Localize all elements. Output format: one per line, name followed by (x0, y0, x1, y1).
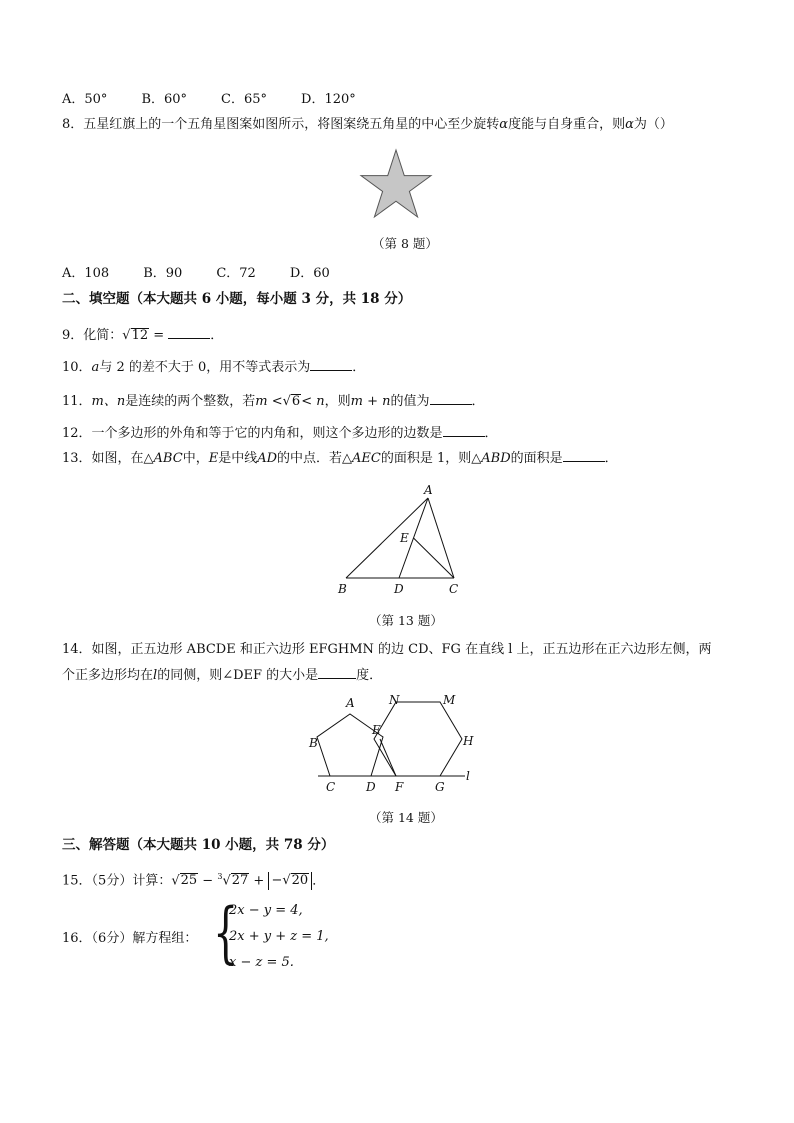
label-f: F (395, 780, 404, 794)
q12-answer-blank[interactable] (443, 424, 485, 437)
q8-option-c: C．72 (216, 266, 256, 281)
q14-answer-blank[interactable] (318, 666, 356, 679)
q13-answer-blank[interactable] (563, 449, 605, 462)
cube-root-sign: √ (222, 873, 231, 889)
q7-option-b: B．60° (141, 92, 188, 107)
q8-option-d: D．60 (289, 266, 330, 281)
sqrt-sign: √ (282, 394, 291, 409)
q9: 9．化简：√12 = ． (62, 328, 224, 343)
q11-answer-blank[interactable] (430, 392, 472, 405)
equation-1: 2x − y = 4, (229, 903, 303, 918)
label-g: G (435, 780, 445, 794)
label-e: E (400, 531, 409, 545)
label-b: B (309, 736, 318, 750)
segment-ef (380, 739, 396, 776)
label-d: D (366, 780, 376, 794)
segment-ac (428, 498, 454, 578)
label-h: H (463, 734, 474, 748)
q7-option-d: D．120° (301, 92, 356, 107)
q13-caption: （第 13 题） (369, 613, 443, 628)
star-shape (361, 150, 431, 217)
q14-line-1: 14．如图，正五边形 ABCDE 和正六边形 EFGHMN 的边 CD、FG 在直线 l 上，正五边形在正六边形左侧，两 (62, 642, 712, 657)
q14-line-2: 个正多边形均在l的同侧，则∠DEF 的大小是 度． (62, 668, 383, 683)
label-a: A (424, 483, 433, 497)
label-c: C (326, 780, 336, 794)
q7-options (62, 91, 390, 109)
left-brace: { (213, 894, 239, 971)
label-n: N (389, 693, 400, 707)
label-c: C (449, 582, 459, 596)
q8-options (62, 265, 364, 283)
label-a: A (346, 696, 355, 710)
segment-ab (346, 498, 428, 578)
q12: 12．一个多边形的外角和等于它的内角和，则这个多边形的边数是 ． (62, 426, 498, 441)
q8-option-a: A．108 (62, 266, 110, 281)
equation-3: x − z = 5. (229, 955, 294, 970)
label-b: B (338, 582, 347, 596)
section-2-heading: 二、填空题（本大题共 6 小题，每小题 3 分，共 18 分） (62, 291, 412, 307)
q8-option-b: B．90 (143, 266, 183, 281)
q8-stem: 8．五星红旗上的一个五角星图案如图所示，将图案绕五角星的中心至少旋转α度能与自身重合，则α为（） (62, 117, 673, 132)
q14-polygons-figure (300, 690, 490, 800)
q11: 11．m、n是连续的两个整数，若m <√6< n，则m + n的值为 ． (62, 394, 485, 409)
q7-option-a: A．50° (62, 92, 108, 107)
q10: 10．a与 2 的差不大于 0，用不等式表示为 ． (62, 360, 366, 375)
q10-answer-blank[interactable] (310, 358, 352, 371)
q13-triangle-figure (330, 480, 470, 600)
sqrt-sign: √ (171, 873, 180, 889)
label-l: l (466, 769, 470, 783)
q14-caption: （第 14 题） (369, 810, 443, 825)
equation-2: 2x + y + z = 1, (229, 929, 329, 944)
label-m: M (443, 693, 456, 707)
q9-answer-blank[interactable] (168, 326, 210, 339)
q15: 15．（5分）计算：√25 − $^3$√27 + −√20 ． (62, 872, 326, 889)
sqrt-sign: √ (282, 873, 291, 889)
q13: 13．如图，在△ABC中，E是中线AD的中点．若△AEC的面积是 1，则△ABD的面积是 ． (62, 451, 618, 466)
q7-option-c: C．65° (221, 92, 268, 107)
label-e: E (372, 723, 381, 737)
q16-label: 16．（6分）解方程组： (62, 931, 198, 946)
section-3-heading: 三、解答题（本大题共 10 小题，共 78 分） (62, 837, 335, 853)
regular-hexagon (374, 702, 462, 776)
label-d: D (394, 582, 404, 596)
q8-caption: （第 8 题） (372, 236, 438, 251)
sqrt-sign: √ (122, 328, 131, 343)
absolute-value: −√20 (268, 872, 312, 890)
five-pointed-star-figure (358, 148, 434, 220)
